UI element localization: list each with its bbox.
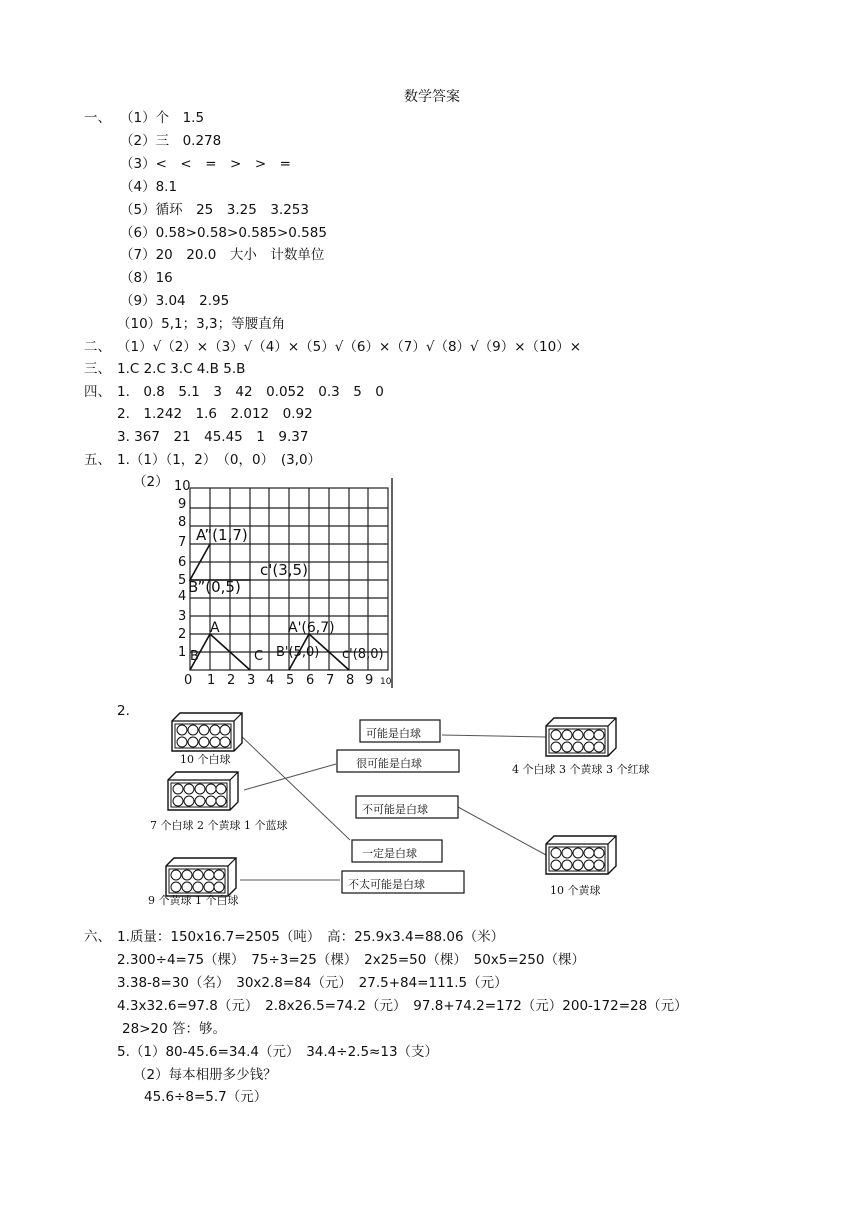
ball-box — [168, 772, 238, 810]
answer-line: 1. 0.8 5.1 3 42 0.052 0.3 5 0 — [117, 384, 384, 400]
answer-line: 3.38-8=30（名） 30x2.8=84（元） 27.5+84=111.5（元） — [117, 975, 508, 991]
section-3-marker: 三、 — [84, 361, 111, 377]
answer-line: （2）三 0.278 — [120, 133, 222, 149]
box-caption: 10 个黄球 — [550, 884, 601, 897]
phrase-label: 不太可能是白球 — [348, 878, 425, 891]
section-2-marker: 二、 — [84, 339, 111, 355]
answer-line: 5.（1）80-45.6=34.4（元） 34.4÷2.5≈13（支） — [117, 1044, 439, 1060]
ball-box — [546, 836, 616, 874]
answer-line: （5）循环 25 3.25 3.253 — [120, 202, 309, 218]
x-tick: 3 — [247, 673, 256, 688]
phrase-label: 一定是白球 — [362, 847, 417, 860]
point-label: B”(0,5) — [188, 578, 241, 596]
y-tick: 4 — [178, 589, 187, 604]
answer-line: 2. 1.242 1.6 2.012 0.92 — [117, 406, 313, 422]
x-tick: 7 — [326, 673, 335, 688]
y-tick: 1 — [178, 645, 187, 660]
x-tick: 6 — [306, 673, 315, 688]
answer-line: 1.质量：150x16.7=2505（吨） 高：25.9x3.4=88.06（米） — [117, 929, 505, 945]
ball-box — [546, 718, 616, 756]
matching-diagram — [0, 700, 868, 915]
point-label: C — [254, 649, 264, 664]
answer-line: 4.3x32.6=97.8（元） 2.8x26.5=74.2（元） 97.8+74.2=172（元）200-172=28（元） — [117, 998, 688, 1014]
answer-line: （2）每本相册多少钱？ — [133, 1067, 277, 1083]
phrase-label: 不可能是白球 — [362, 803, 428, 816]
box-caption: 7 个白球 2 个黄球 1 个蓝球 — [150, 819, 288, 832]
answer-line: 1.（1）（1，2） （0，0） (3,0） — [117, 452, 322, 468]
point-label: A — [210, 620, 220, 636]
answer-line: 2.300÷4=75（棵） 75÷3=25（棵） 2x25=50（棵） 50x5=250（棵） — [117, 952, 585, 968]
point-label: c'(3,5) — [260, 561, 308, 579]
answer-line: （4）8.1 — [120, 179, 178, 195]
x-tick: 10 — [380, 677, 392, 687]
y-tick: 7 — [178, 535, 187, 550]
answer-line: （3）< < = > > = — [120, 156, 291, 172]
answer-line: （2） — [133, 474, 169, 490]
point-label: A'(6,7) — [288, 620, 335, 636]
answer-line: （9）3.04 2.95 — [120, 293, 230, 309]
answer-line: （10）5,1；3,3；等腰直角 — [117, 316, 286, 332]
x-tick: 4 — [266, 673, 275, 688]
y-tick: 9 — [178, 497, 187, 512]
y-tick: 5 — [178, 573, 187, 588]
box-caption: 4 个白球 3 个黄球 3 个红球 — [512, 763, 650, 776]
answer-line: 1.C 2.C 3.C 4.B 5.B — [117, 361, 246, 377]
section-1-marker: 一、 — [84, 110, 111, 126]
phrase-label: 很可能是白球 — [356, 757, 422, 770]
point-label: B'(5,0) — [276, 645, 320, 660]
box-caption: 10 个白球 — [180, 753, 231, 766]
coordinate-grid — [170, 470, 400, 695]
section-6-marker: 六、 — [84, 929, 111, 945]
ball-box — [172, 713, 242, 751]
page-title: 数学答案 — [404, 89, 460, 105]
point-label: B — [190, 649, 199, 664]
point-label: A”(1,7) — [196, 526, 248, 544]
x-tick: 9 — [365, 673, 374, 688]
x-tick: 0 — [184, 673, 193, 688]
section-4-marker: 四、 — [84, 384, 111, 400]
x-tick: 8 — [346, 673, 355, 688]
phrase-label: 可能是白球 — [366, 727, 421, 740]
y-tick: 10 — [174, 479, 191, 494]
answer-line: （1）√（2）×（3）√（4）×（5）√（6）×（7）√（8）√（9）×（10）× — [117, 339, 582, 355]
answer-line: 28>20 答：够。 — [122, 1021, 226, 1037]
box-caption: 9 个黄球 1 个白球 — [148, 894, 239, 907]
y-tick: 3 — [178, 609, 187, 624]
answer-line: 45.6÷8=5.7（元） — [144, 1089, 268, 1105]
y-tick: 2 — [178, 627, 187, 642]
y-tick: 8 — [178, 515, 187, 530]
section-5-marker: 五、 — [84, 452, 111, 468]
answer-line: （8）16 — [120, 270, 173, 286]
answer-line: （1）个 1.5 — [120, 110, 205, 126]
x-tick: 2 — [227, 673, 236, 688]
x-tick: 1 — [207, 673, 216, 688]
ball-box — [166, 858, 236, 896]
answer-line: （6）0.58>0.58>0.585>0.585 — [120, 225, 327, 241]
x-tick: 5 — [286, 673, 295, 688]
answer-line: 3. 367 21 45.45 1 9.37 — [117, 429, 309, 445]
question-marker: 2. — [117, 703, 130, 719]
answer-line: （7）20 20.0 大小 计数单位 — [120, 247, 325, 263]
y-tick: 6 — [178, 555, 187, 570]
point-label: c'(8,0) — [342, 647, 384, 662]
